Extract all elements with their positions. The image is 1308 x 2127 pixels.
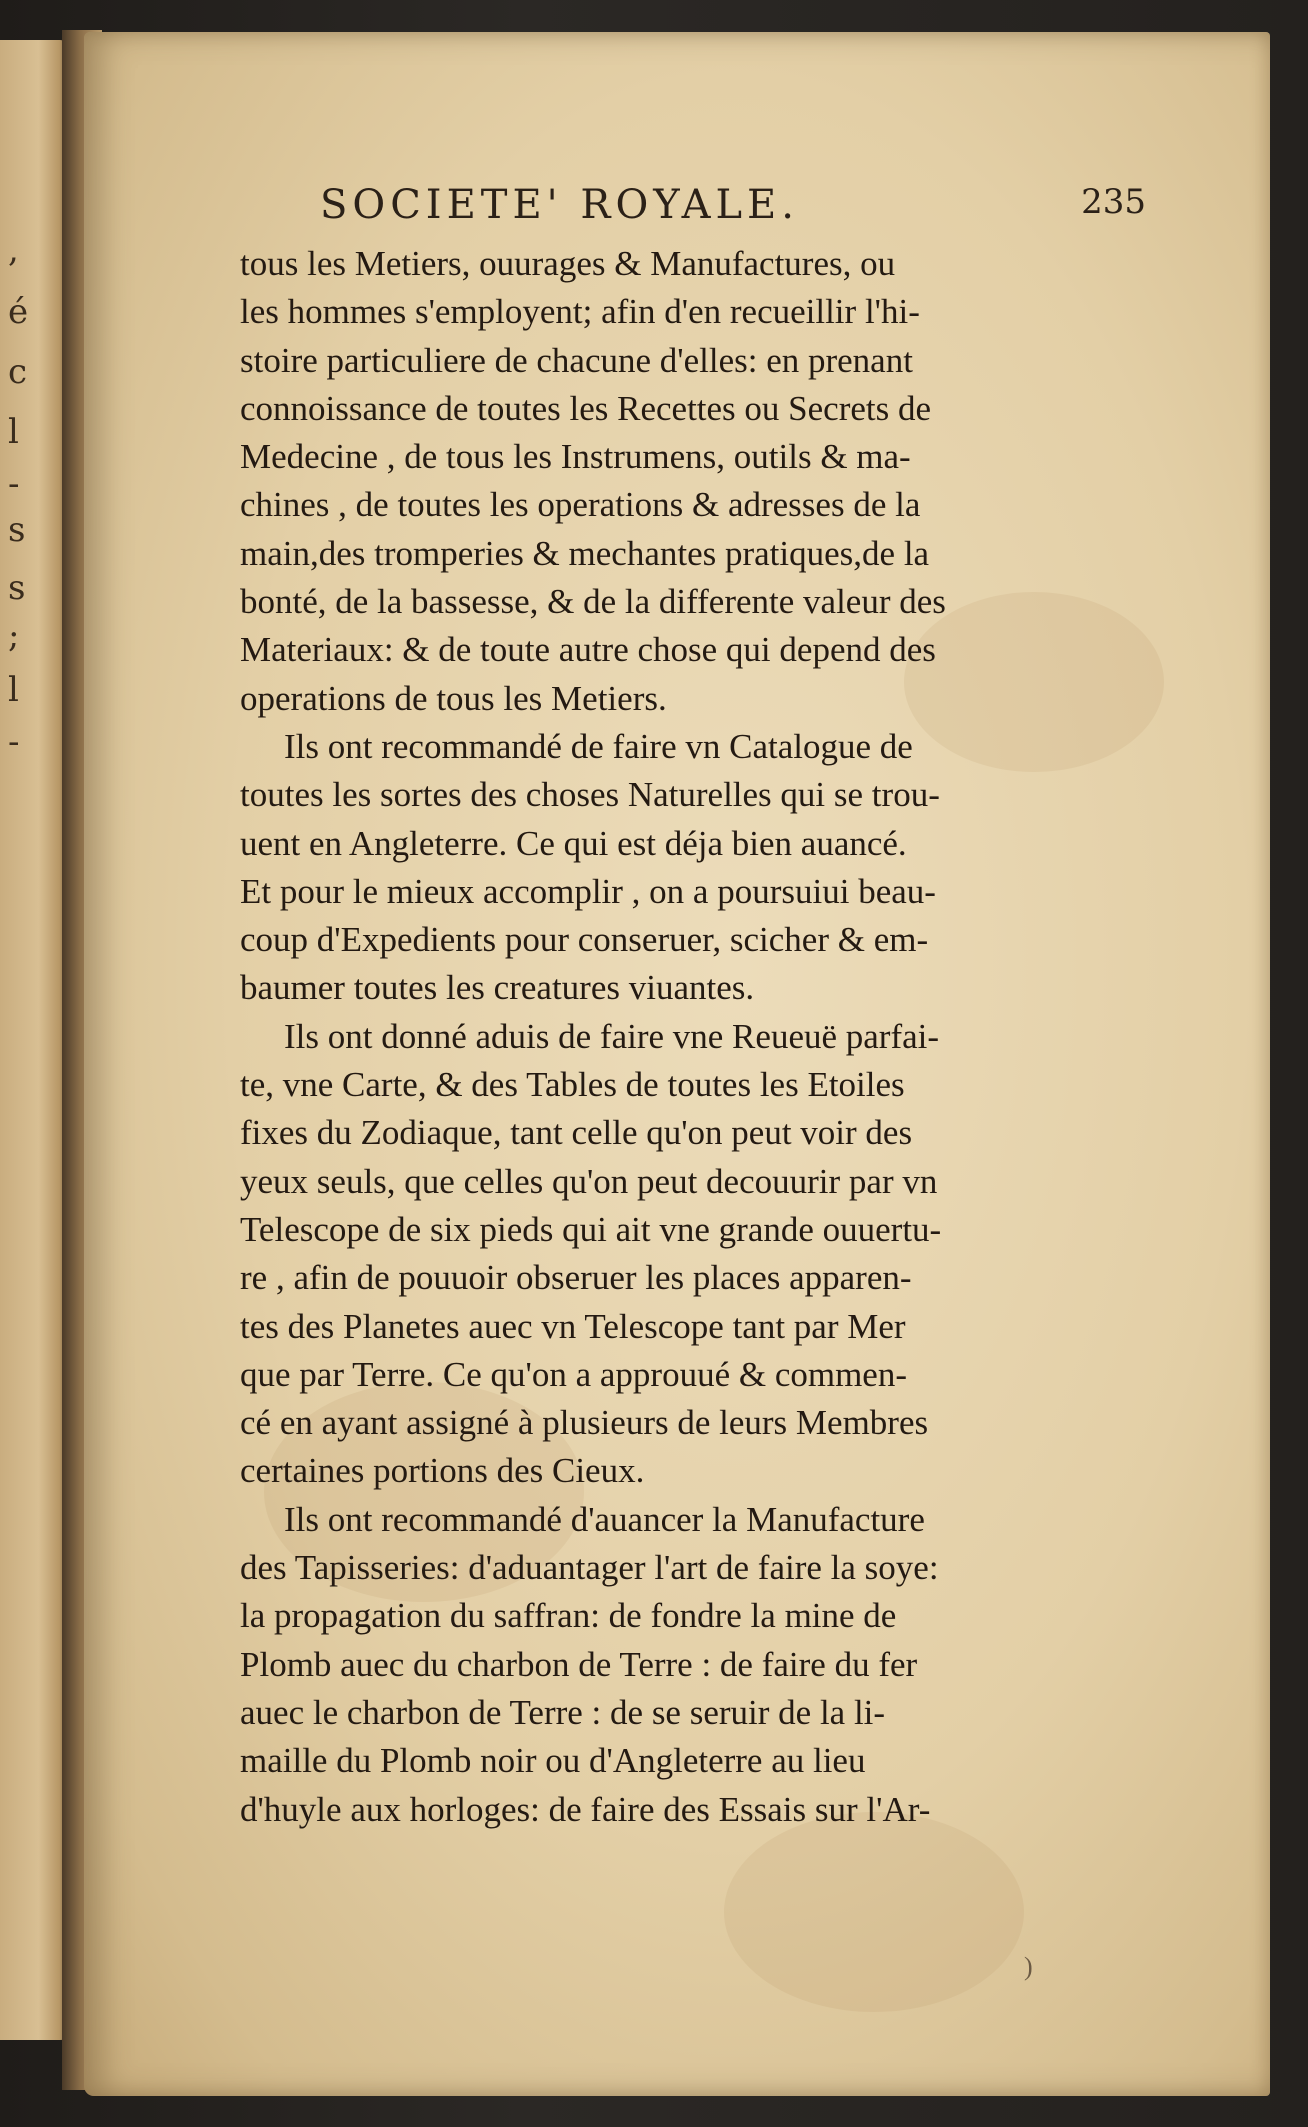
book-page [84, 32, 1270, 2096]
margin-fragment: l [8, 412, 19, 452]
text-line: les hommes s'employent; afin d'en recueillir l'hi- [240, 292, 920, 332]
margin-fragment: s [8, 510, 26, 550]
text-line: coup d'Expedients pour conseruer, scicher & em- [240, 920, 929, 960]
text-line: operations de tous les Metiers. [240, 678, 667, 718]
text-line: Materiaux: & de toute autre chose qui depend des [240, 630, 936, 670]
paper-stain [724, 1812, 1024, 2012]
text-line: main,des tromperies & mechantes pratiques,de la [240, 533, 930, 573]
page-header [320, 182, 1146, 242]
margin-mark: ) [1024, 1952, 1033, 1981]
margin-fragment: é [8, 292, 29, 332]
text-line: tous les Metiers, ouurages & Manufactures, ou [240, 244, 896, 283]
margin-fragment: ; [8, 616, 20, 656]
margin-fragment: l [8, 670, 19, 710]
margin-fragment: - [8, 722, 20, 762]
previous-page-edge [0, 40, 70, 2040]
paragraph-start-line: Ils ont recommandé d'auancer la Manufacture [284, 1499, 925, 1539]
page-number: 235 [1081, 182, 1146, 222]
text-line: baumer toutes les creatures viuantes. [240, 968, 755, 1008]
text-line: Et pour le mieux accomplir , on a poursuiui beau- [240, 871, 936, 911]
paragraph-start-line: Ils ont donné aduis de faire vne Reueuë parfai- [284, 1016, 940, 1056]
text-line: Medecine , de tous les Instrumens, outils & ma- [240, 437, 911, 477]
text-line: connoissance de toutes les Recettes ou Secrets de [240, 388, 932, 428]
text-line: fixes du Zodiaque, tant celle qu'on peut voir des [240, 1113, 913, 1153]
body-text [240, 240, 1140, 1834]
text-line: re , afin de pouuoir obseruer les places apparen- [240, 1258, 912, 1298]
text-line: auec le charbon de Terre : de se seruir de la li- [240, 1692, 886, 1732]
text-line: cé en ayant assigné à plusieurs de leurs Membres [240, 1403, 929, 1443]
running-head: SOCIETE' ROYALE. [320, 182, 799, 228]
text-line: des Tapisseries: d'aduantager l'art de faire la soye: [240, 1548, 939, 1588]
text-line: uent en Angleterre. Ce qui est déja bien auancé. [240, 823, 907, 863]
margin-fragment: s [8, 568, 26, 608]
text-line: tes des Planetes auec vn Telescope tant par Mer [240, 1306, 906, 1346]
text-line: stoire particuliere de chacune d'elles: en prenant [240, 340, 913, 380]
text-line: bonté, de la bassesse, & de la differente valeur des [240, 582, 946, 622]
text-line: la propagation du saffran: de fondre la mine de [240, 1596, 897, 1636]
text-line: d'huyle aux horloges: de faire des Essais sur l'Ar- [240, 1789, 931, 1829]
text-line: maille du Plomb noir ou d'Angleterre au lieu [240, 1741, 866, 1781]
margin-fragment: - [8, 464, 20, 504]
paragraph-start-line: Ils ont recommandé de faire vn Catalogue de [284, 726, 913, 766]
margin-fragment: , [8, 230, 19, 270]
text-line: Telescope de six pieds qui ait vne grande ouuertu- [240, 1209, 942, 1249]
text-line: te, vne Carte, & des Tables de toutes les Etoiles [240, 1065, 905, 1105]
text-line: que par Terre. Ce qu'on a approuué & commen- [240, 1354, 907, 1394]
margin-fragment: c [8, 352, 28, 392]
text-line: Plomb auec du charbon de Terre : de faire du fer [240, 1644, 918, 1684]
text-line: certaines portions des Cieux. [240, 1451, 645, 1491]
text-line: toutes les sortes des choses Naturelles qui se trou- [240, 775, 940, 815]
text-line: yeux seuls, que celles qu'on peut decouurir par vn [240, 1161, 938, 1201]
text-line: chines , de toutes les operations & adresses de la [240, 485, 921, 525]
